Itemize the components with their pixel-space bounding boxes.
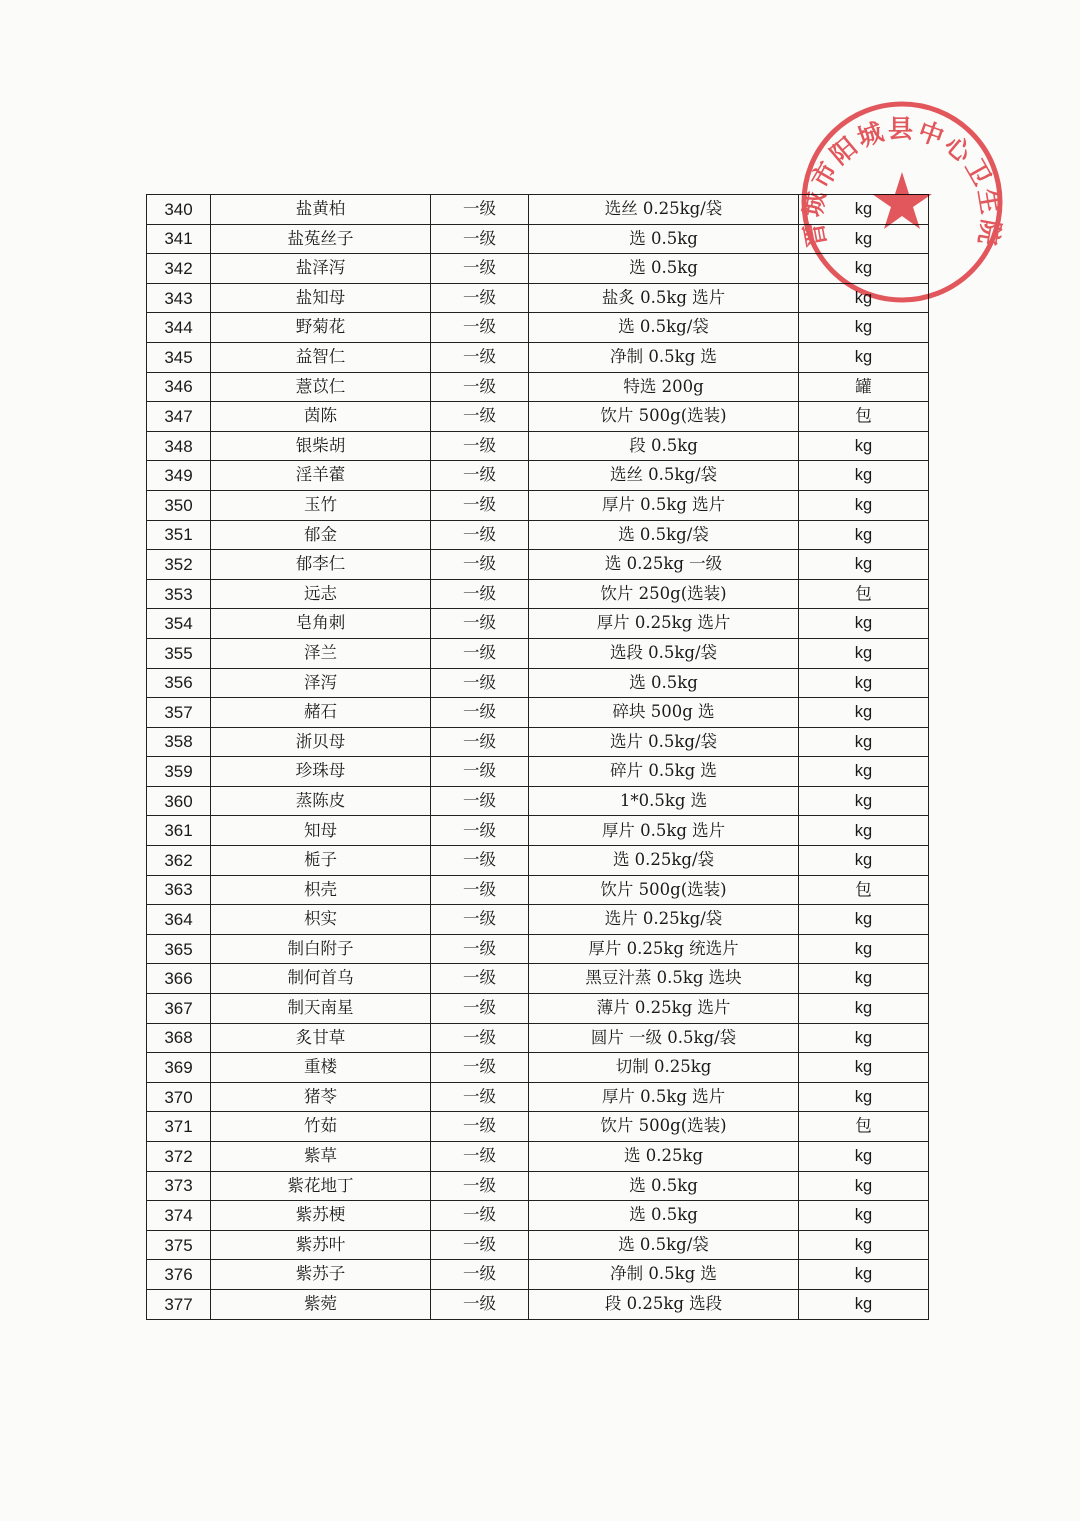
cell-specification: 黑豆汁蒸 0.5kg 选块 bbox=[529, 964, 799, 994]
cell-specification: 净制 0.5kg 选 bbox=[529, 1260, 799, 1290]
cell-specification: 选 0.25kg 一级 bbox=[529, 550, 799, 580]
cell-herb-name: 紫草 bbox=[211, 1142, 431, 1172]
cell-unit: kg bbox=[799, 1260, 929, 1290]
seal-text: 晋城市阳城县中心卫生院 bbox=[798, 114, 1006, 251]
cell-specification: 特选 200g bbox=[529, 372, 799, 402]
cell-specification: 厚片 0.5kg 选片 bbox=[529, 816, 799, 846]
cell-herb-name: 浙贝母 bbox=[211, 727, 431, 757]
cell-number: 342 bbox=[147, 254, 211, 284]
cell-herb-name: 益智仁 bbox=[211, 342, 431, 372]
cell-unit: kg bbox=[799, 1230, 929, 1260]
cell-number: 343 bbox=[147, 283, 211, 313]
cell-herb-name: 栀子 bbox=[211, 846, 431, 876]
cell-grade: 一级 bbox=[431, 1230, 529, 1260]
cell-unit: kg bbox=[799, 1053, 929, 1083]
cell-specification: 段 0.25kg 选段 bbox=[529, 1289, 799, 1319]
cell-unit: kg bbox=[799, 964, 929, 994]
cell-specification: 盐炙 0.5kg 选片 bbox=[529, 283, 799, 313]
cell-herb-name: 制何首乌 bbox=[211, 964, 431, 994]
cell-grade: 一级 bbox=[431, 757, 529, 787]
cell-herb-name: 银柴胡 bbox=[211, 431, 431, 461]
cell-grade: 一级 bbox=[431, 638, 529, 668]
cell-unit: kg bbox=[799, 846, 929, 876]
table-row bbox=[147, 609, 929, 639]
cell-unit: kg bbox=[799, 786, 929, 816]
cell-number: 377 bbox=[147, 1289, 211, 1319]
cell-unit: kg bbox=[799, 461, 929, 491]
cell-specification: 薄片 0.25kg 选片 bbox=[529, 994, 799, 1024]
cell-number: 363 bbox=[147, 875, 211, 905]
table-row bbox=[147, 342, 929, 372]
cell-grade: 一级 bbox=[431, 313, 529, 343]
cell-unit: kg bbox=[799, 254, 929, 284]
cell-herb-name: 盐菟丝子 bbox=[211, 224, 431, 254]
cell-number: 364 bbox=[147, 905, 211, 935]
cell-unit: kg bbox=[799, 757, 929, 787]
cell-number: 358 bbox=[147, 727, 211, 757]
table-row bbox=[147, 550, 929, 580]
cell-grade: 一级 bbox=[431, 905, 529, 935]
cell-number: 350 bbox=[147, 490, 211, 520]
cell-unit: kg bbox=[799, 638, 929, 668]
cell-herb-name: 重楼 bbox=[211, 1053, 431, 1083]
cell-specification: 厚片 0.5kg 选片 bbox=[529, 1082, 799, 1112]
cell-grade: 一级 bbox=[431, 934, 529, 964]
cell-grade: 一级 bbox=[431, 994, 529, 1024]
cell-grade: 一级 bbox=[431, 846, 529, 876]
table-row bbox=[147, 1142, 929, 1172]
cell-herb-name: 泽泻 bbox=[211, 668, 431, 698]
cell-herb-name: 薏苡仁 bbox=[211, 372, 431, 402]
table-row bbox=[147, 1230, 929, 1260]
table-row bbox=[147, 698, 929, 728]
cell-number: 369 bbox=[147, 1053, 211, 1083]
cell-specification: 选 0.5kg bbox=[529, 1201, 799, 1231]
cell-unit: kg bbox=[799, 905, 929, 935]
cell-unit: 罐 bbox=[799, 372, 929, 402]
cell-specification: 选片 0.25kg/袋 bbox=[529, 905, 799, 935]
cell-grade: 一级 bbox=[431, 875, 529, 905]
cell-grade: 一级 bbox=[431, 1053, 529, 1083]
cell-herb-name: 珍珠母 bbox=[211, 757, 431, 787]
cell-herb-name: 竹茹 bbox=[211, 1112, 431, 1142]
cell-specification: 选片 0.5kg/袋 bbox=[529, 727, 799, 757]
cell-number: 372 bbox=[147, 1142, 211, 1172]
cell-herb-name: 炙甘草 bbox=[211, 1023, 431, 1053]
table-row bbox=[147, 1171, 929, 1201]
cell-unit: kg bbox=[799, 1082, 929, 1112]
cell-unit: kg bbox=[799, 698, 929, 728]
cell-unit: kg bbox=[799, 342, 929, 372]
cell-specification: 厚片 0.25kg 统选片 bbox=[529, 934, 799, 964]
cell-unit: 包 bbox=[799, 1112, 929, 1142]
cell-unit: kg bbox=[799, 1289, 929, 1319]
cell-grade: 一级 bbox=[431, 490, 529, 520]
table-row bbox=[147, 461, 929, 491]
table-row bbox=[147, 313, 929, 343]
cell-grade: 一级 bbox=[431, 609, 529, 639]
cell-unit: kg bbox=[799, 609, 929, 639]
cell-unit: 包 bbox=[799, 875, 929, 905]
cell-herb-name: 郁李仁 bbox=[211, 550, 431, 580]
cell-number: 361 bbox=[147, 816, 211, 846]
cell-specification: 段 0.5kg bbox=[529, 431, 799, 461]
cell-grade: 一级 bbox=[431, 342, 529, 372]
table-row bbox=[147, 1289, 929, 1319]
cell-grade: 一级 bbox=[431, 195, 529, 225]
cell-number: 348 bbox=[147, 431, 211, 461]
cell-grade: 一级 bbox=[431, 579, 529, 609]
cell-grade: 一级 bbox=[431, 727, 529, 757]
cell-unit: 包 bbox=[799, 579, 929, 609]
cell-unit: kg bbox=[799, 1201, 929, 1231]
cell-unit: kg bbox=[799, 283, 929, 313]
cell-number: 355 bbox=[147, 638, 211, 668]
cell-number: 356 bbox=[147, 668, 211, 698]
cell-specification: 选 0.5kg/袋 bbox=[529, 313, 799, 343]
cell-specification: 饮片 500g(选装) bbox=[529, 402, 799, 432]
cell-grade: 一级 bbox=[431, 1082, 529, 1112]
cell-specification: 碎片 0.5kg 选 bbox=[529, 757, 799, 787]
cell-herb-name: 紫苏子 bbox=[211, 1260, 431, 1290]
cell-herb-name: 茵陈 bbox=[211, 402, 431, 432]
table-row bbox=[147, 668, 929, 698]
cell-number: 368 bbox=[147, 1023, 211, 1053]
cell-grade: 一级 bbox=[431, 402, 529, 432]
cell-number: 374 bbox=[147, 1201, 211, 1231]
cell-grade: 一级 bbox=[431, 816, 529, 846]
cell-unit: kg bbox=[799, 520, 929, 550]
cell-herb-name: 紫苏叶 bbox=[211, 1230, 431, 1260]
table-row bbox=[147, 224, 929, 254]
cell-number: 346 bbox=[147, 372, 211, 402]
cell-specification: 选 0.5kg/袋 bbox=[529, 520, 799, 550]
cell-specification: 碎块 500g 选 bbox=[529, 698, 799, 728]
cell-grade: 一级 bbox=[431, 224, 529, 254]
cell-specification: 选 0.5kg bbox=[529, 668, 799, 698]
cell-specification: 切制 0.25kg bbox=[529, 1053, 799, 1083]
cell-unit: kg bbox=[799, 313, 929, 343]
cell-herb-name: 远志 bbox=[211, 579, 431, 609]
cell-number: 373 bbox=[147, 1171, 211, 1201]
cell-herb-name: 蒸陈皮 bbox=[211, 786, 431, 816]
table-body bbox=[147, 195, 929, 1320]
table-row bbox=[147, 1112, 929, 1142]
cell-grade: 一级 bbox=[431, 668, 529, 698]
cell-number: 344 bbox=[147, 313, 211, 343]
cell-specification: 厚片 0.5kg 选片 bbox=[529, 490, 799, 520]
table-row bbox=[147, 283, 929, 313]
table-row bbox=[147, 816, 929, 846]
table-row bbox=[147, 579, 929, 609]
table-row bbox=[147, 994, 929, 1024]
cell-number: 371 bbox=[147, 1112, 211, 1142]
cell-number: 370 bbox=[147, 1082, 211, 1112]
cell-unit: kg bbox=[799, 1142, 929, 1172]
cell-number: 357 bbox=[147, 698, 211, 728]
cell-unit: kg bbox=[799, 668, 929, 698]
table-row bbox=[147, 254, 929, 284]
table-row bbox=[147, 727, 929, 757]
table-row bbox=[147, 1023, 929, 1053]
cell-specification: 1*0.5kg 选 bbox=[529, 786, 799, 816]
cell-herb-name: 盐黄柏 bbox=[211, 195, 431, 225]
table-row bbox=[147, 490, 929, 520]
cell-unit: kg bbox=[799, 490, 929, 520]
cell-unit: 包 bbox=[799, 402, 929, 432]
cell-herb-name: 紫苏梗 bbox=[211, 1201, 431, 1231]
cell-specification: 圆片 一级 0.5kg/袋 bbox=[529, 1023, 799, 1053]
cell-grade: 一级 bbox=[431, 520, 529, 550]
cell-number: 366 bbox=[147, 964, 211, 994]
cell-herb-name: 泽兰 bbox=[211, 638, 431, 668]
cell-number: 349 bbox=[147, 461, 211, 491]
cell-grade: 一级 bbox=[431, 1023, 529, 1053]
cell-specification: 选丝 0.25kg/袋 bbox=[529, 195, 799, 225]
cell-specification: 选 0.25kg/袋 bbox=[529, 846, 799, 876]
cell-number: 359 bbox=[147, 757, 211, 787]
cell-grade: 一级 bbox=[431, 1260, 529, 1290]
cell-specification: 选 0.5kg bbox=[529, 1171, 799, 1201]
cell-herb-name: 枳壳 bbox=[211, 875, 431, 905]
table-row bbox=[147, 431, 929, 461]
table-row bbox=[147, 964, 929, 994]
cell-herb-name: 玉竹 bbox=[211, 490, 431, 520]
table-row bbox=[147, 1201, 929, 1231]
cell-specification: 选 0.25kg bbox=[529, 1142, 799, 1172]
table-row bbox=[147, 402, 929, 432]
cell-herb-name: 盐知母 bbox=[211, 283, 431, 313]
cell-grade: 一级 bbox=[431, 1142, 529, 1172]
cell-unit: kg bbox=[799, 195, 929, 225]
table-row bbox=[147, 372, 929, 402]
cell-herb-name: 淫羊藿 bbox=[211, 461, 431, 491]
cell-number: 340 bbox=[147, 195, 211, 225]
cell-number: 351 bbox=[147, 520, 211, 550]
table-row bbox=[147, 934, 929, 964]
cell-unit: kg bbox=[799, 816, 929, 846]
cell-herb-name: 郁金 bbox=[211, 520, 431, 550]
cell-specification: 选段 0.5kg/袋 bbox=[529, 638, 799, 668]
cell-number: 353 bbox=[147, 579, 211, 609]
cell-grade: 一级 bbox=[431, 431, 529, 461]
cell-grade: 一级 bbox=[431, 550, 529, 580]
table-row bbox=[147, 875, 929, 905]
cell-number: 362 bbox=[147, 846, 211, 876]
cell-unit: kg bbox=[799, 1171, 929, 1201]
cell-number: 375 bbox=[147, 1230, 211, 1260]
cell-specification: 饮片 500g(选装) bbox=[529, 1112, 799, 1142]
cell-herb-name: 盐泽泻 bbox=[211, 254, 431, 284]
table-row bbox=[147, 1082, 929, 1112]
cell-grade: 一级 bbox=[431, 1201, 529, 1231]
cell-herb-name: 紫菀 bbox=[211, 1289, 431, 1319]
cell-herb-name: 知母 bbox=[211, 816, 431, 846]
cell-specification: 选 0.5kg/袋 bbox=[529, 1230, 799, 1260]
cell-specification: 饮片 250g(选装) bbox=[529, 579, 799, 609]
cell-grade: 一级 bbox=[431, 254, 529, 284]
cell-unit: kg bbox=[799, 1023, 929, 1053]
cell-specification: 选丝 0.5kg/袋 bbox=[529, 461, 799, 491]
cell-unit: kg bbox=[799, 224, 929, 254]
table-row bbox=[147, 905, 929, 935]
cell-specification: 净制 0.5kg 选 bbox=[529, 342, 799, 372]
table-row bbox=[147, 638, 929, 668]
table-row bbox=[147, 786, 929, 816]
table-row bbox=[147, 1053, 929, 1083]
cell-unit: kg bbox=[799, 550, 929, 580]
cell-grade: 一级 bbox=[431, 964, 529, 994]
cell-herb-name: 紫花地丁 bbox=[211, 1171, 431, 1201]
cell-grade: 一级 bbox=[431, 372, 529, 402]
cell-number: 345 bbox=[147, 342, 211, 372]
table-row bbox=[147, 846, 929, 876]
cell-unit: kg bbox=[799, 431, 929, 461]
cell-grade: 一级 bbox=[431, 461, 529, 491]
cell-herb-name: 赭石 bbox=[211, 698, 431, 728]
table-row bbox=[147, 1260, 929, 1290]
cell-number: 365 bbox=[147, 934, 211, 964]
cell-unit: kg bbox=[799, 727, 929, 757]
table-row bbox=[147, 520, 929, 550]
cell-specification: 厚片 0.25kg 选片 bbox=[529, 609, 799, 639]
cell-herb-name: 枳实 bbox=[211, 905, 431, 935]
cell-herb-name: 野菊花 bbox=[211, 313, 431, 343]
cell-number: 347 bbox=[147, 402, 211, 432]
cell-specification: 选 0.5kg bbox=[529, 224, 799, 254]
cell-grade: 一级 bbox=[431, 1171, 529, 1201]
cell-number: 360 bbox=[147, 786, 211, 816]
cell-number: 376 bbox=[147, 1260, 211, 1290]
cell-unit: kg bbox=[799, 934, 929, 964]
cell-number: 341 bbox=[147, 224, 211, 254]
cell-number: 354 bbox=[147, 609, 211, 639]
cell-herb-name: 制白附子 bbox=[211, 934, 431, 964]
cell-herb-name: 皂角刺 bbox=[211, 609, 431, 639]
cell-specification: 选 0.5kg bbox=[529, 254, 799, 284]
cell-number: 352 bbox=[147, 550, 211, 580]
table-row bbox=[147, 757, 929, 787]
cell-grade: 一级 bbox=[431, 1289, 529, 1319]
cell-herb-name: 制天南星 bbox=[211, 994, 431, 1024]
cell-herb-name: 猪苓 bbox=[211, 1082, 431, 1112]
cell-grade: 一级 bbox=[431, 1112, 529, 1142]
cell-grade: 一级 bbox=[431, 283, 529, 313]
cell-grade: 一级 bbox=[431, 786, 529, 816]
cell-number: 367 bbox=[147, 994, 211, 1024]
cell-unit: kg bbox=[799, 994, 929, 1024]
cell-grade: 一级 bbox=[431, 698, 529, 728]
herb-price-table bbox=[146, 194, 929, 1320]
table-row bbox=[147, 195, 929, 225]
cell-specification: 饮片 500g(选装) bbox=[529, 875, 799, 905]
